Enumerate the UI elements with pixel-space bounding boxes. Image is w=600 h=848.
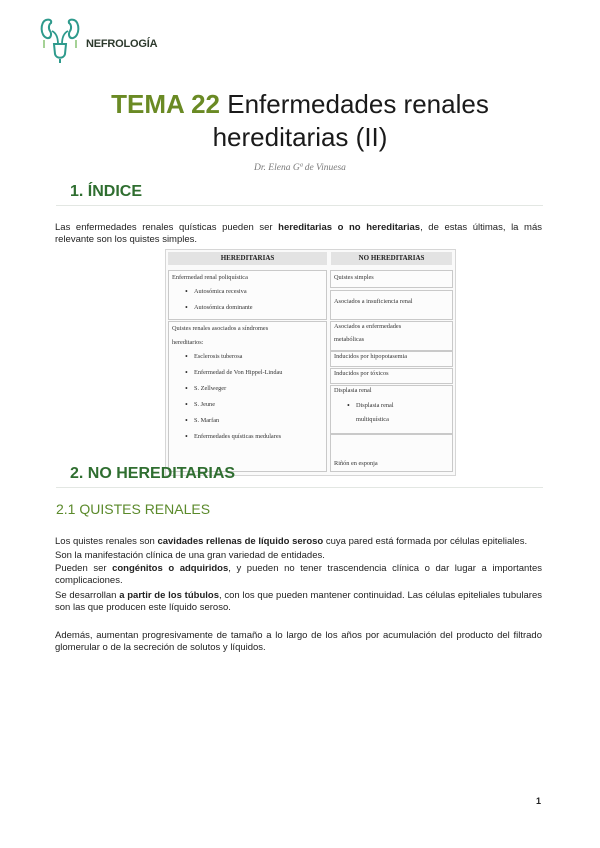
- table-bullet: • Autosómica dominante: [194, 304, 253, 311]
- table-text: Inducidos por hipopotasemia: [334, 353, 408, 360]
- paragraph-text: , con los que pueden mantener continuidad. Las células epiteliales tubulares son las que producen este líquido seroso.: [55, 590, 542, 614]
- table-header-no-hereditarias: NO HEREDITARIAS: [331, 252, 452, 265]
- table-header-hereditarias: HEREDITARIAS: [168, 252, 327, 265]
- page-title: [0, 88, 600, 154]
- intro-text: Las enfermedades renales quísticas pueden ser: [55, 222, 279, 233]
- paragraph-bold: cavidades rellenas de líquido seroso: [157, 536, 324, 547]
- table-bullet: • S. Marfan: [194, 417, 219, 424]
- intro-bold: hereditarias o no hereditarias: [278, 222, 421, 233]
- title-accent: TEMA 22: [111, 89, 220, 119]
- table-text: metabólicas: [334, 336, 365, 343]
- subsection-heading-quistes: 2.1 QUISTES RENALES: [56, 501, 211, 517]
- table-cell: [330, 290, 453, 320]
- table-text: multiquística: [356, 416, 389, 423]
- paragraph-text: cuya pared está formada por células epiteliales.: [323, 536, 528, 547]
- paragraph-crecimiento: Además, aumentan progresivamente de tamaño a lo largo de los años por acumulación del producto del filtrado glomerular o de la secreción de solutos y líquidos.: [55, 630, 542, 654]
- table-text: Enfermedad renal poliquística: [172, 274, 248, 281]
- paragraph-bold: congénitos o adquiridos: [112, 563, 229, 574]
- table-text: Asociados a enfermedades: [334, 323, 402, 330]
- table-bullet: • Displasia renal: [356, 402, 394, 409]
- section-heading-indice: 1. ÍNDICE: [70, 183, 143, 200]
- table-text: Inducidos por tóxicos: [334, 370, 389, 377]
- table-text: Asociados a insuficiencia renal: [334, 298, 413, 305]
- title-line2: hereditarias (II): [212, 122, 388, 152]
- table-bullet: • S. Jeune: [194, 401, 215, 408]
- table-text: Displasia renal: [334, 387, 372, 394]
- paragraph-text: , y pueden no tener trascendencia clínica o dar lugar a importantes complicaciones.: [55, 563, 542, 587]
- paragraph-text: Los quistes renales son: [55, 536, 158, 547]
- classification-table: [165, 249, 456, 476]
- table-text: Quistes renales asociados a síndromes: [172, 325, 269, 332]
- paragraph-congenitos: [55, 563, 542, 588]
- table-bullet: • Enfermedad de Von Hippel-Lindau: [194, 369, 282, 376]
- page-number: 1: [536, 796, 542, 806]
- intro-text-end: , de estas últimas, la más relevante son los quistes simples.: [55, 222, 543, 246]
- table-text: Riñón en esponja: [334, 460, 378, 467]
- divider: [56, 487, 543, 488]
- paragraph-manifestacion: Son la manifestación clínica de una gran variedad de entidades.: [55, 550, 325, 561]
- intro-paragraph: [55, 222, 542, 247]
- table-bullet: • Esclerosis tuberosa: [194, 353, 242, 360]
- paragraph-text: Se desarrollan: [55, 590, 120, 601]
- paragraph-tubulos: [55, 590, 542, 615]
- author: Dr. Elena Gª de Vinuesa: [254, 163, 346, 173]
- paragraph-bold: a partir de los túbulos: [119, 590, 219, 601]
- section-heading-no-hereditarias: 2. NO HEREDITARIAS: [70, 465, 236, 482]
- logo-text: NEFROLOGÍA: [86, 38, 158, 50]
- divider: [56, 205, 543, 206]
- paragraph-text: Pueden ser: [55, 563, 113, 574]
- table-text: Quistes simples: [334, 274, 374, 281]
- table-bullet: • S. Zellweger: [194, 385, 226, 392]
- table-text: hereditarios:: [172, 339, 204, 346]
- table-bullet: • Autosómica recesiva: [194, 288, 247, 295]
- paragraph-definicion: [55, 536, 542, 548]
- title-line1: Enfermedades renales: [220, 89, 489, 119]
- table-bullet: • Enfermedades quísticas medulares: [194, 433, 281, 440]
- kidney-logo-icon: [38, 14, 82, 64]
